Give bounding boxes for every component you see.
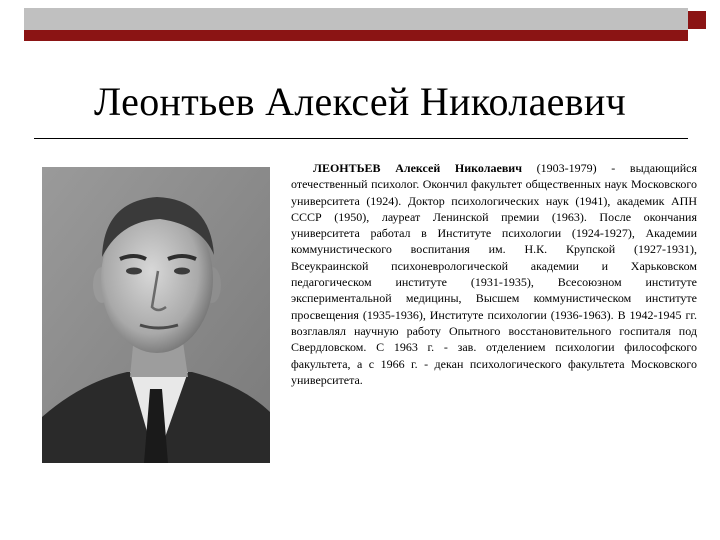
corner-square xyxy=(688,11,706,29)
title-divider xyxy=(34,138,688,139)
bio-body: (1903-1979) - выдающийся отечественный психолог. Окончил факультет общественных наук Московского университета (1924). Доктор психологических наук (1941), академик АПН СССР (1950), лауреат Ленинской премии (1963). После окончания университета работал в Институте психологии (1924-1927), Академии коммунистического воспитания им. Н.К. Крупской (1927-1931), Всеукраинской психоневрологической академии и Харьковском педагогическом институте (1931-1935), Всесоюзном институте экспериментальной медицины, Высшем коммунистическом институте просвещения (1935-1936), Институте психологии (1936-1963). В 1942-1945 гг. возглавлял научную работу Опытного восстановительного госпиталя под Свердловском. С 1963 г. - зав. отделением психологии философского факультета, а с 1966 г. - декан психологического факультета Московского университета. xyxy=(291,161,697,387)
header-band-gray xyxy=(24,8,688,30)
slide-title: Леонтьев Алексей Николаевич xyxy=(94,79,626,124)
header-band-red xyxy=(24,30,688,41)
biography-text xyxy=(291,160,697,388)
portrait-photo xyxy=(42,167,270,463)
bio-name: ЛЕОНТЬЕВ Алексей Николаевич xyxy=(313,161,522,175)
